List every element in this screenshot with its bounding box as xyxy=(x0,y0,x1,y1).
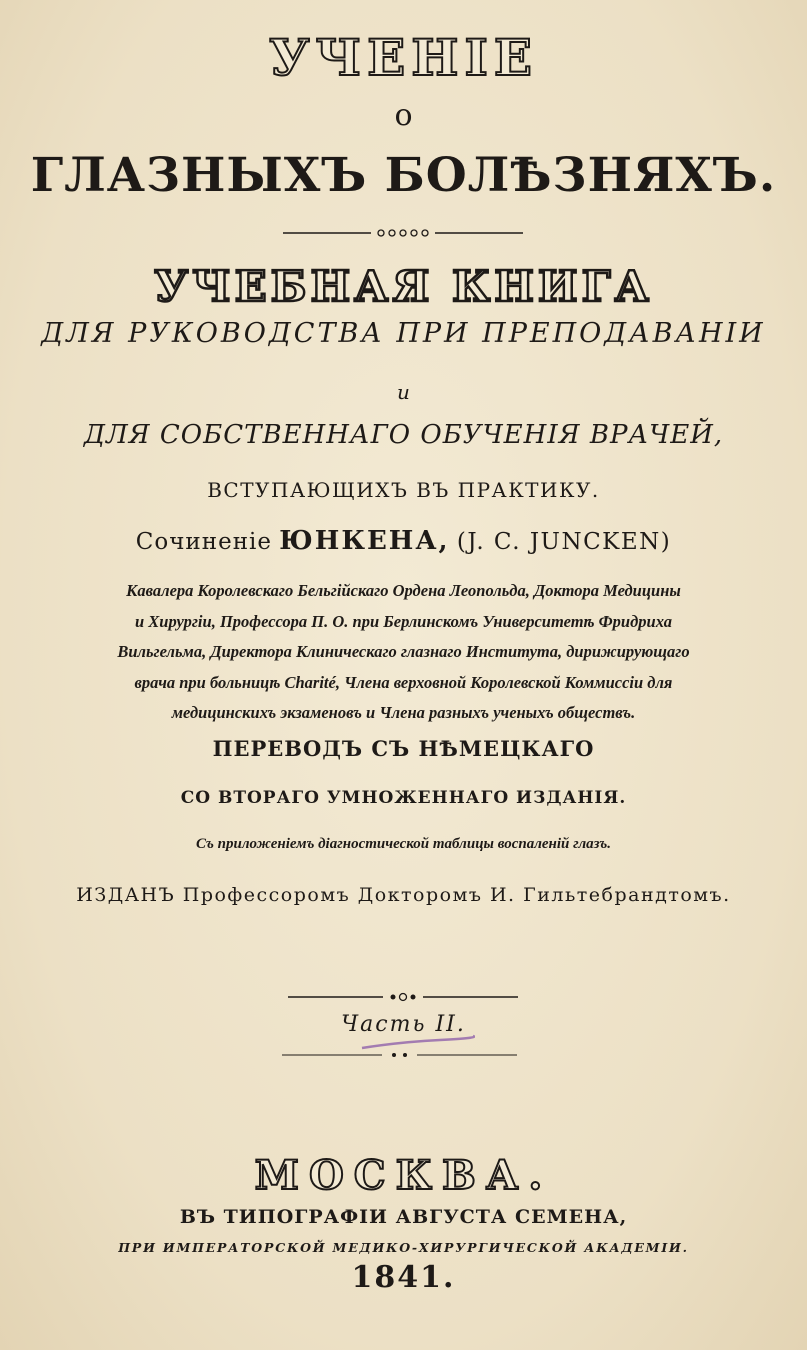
translation-line-1: ПЕРЕВОДЪ СЪ НѢМЕЦКАГО xyxy=(212,736,595,761)
subtitle-line-2: ДЛЯ СОБСТВЕННАГО ОБУЧЕНІЯ ВРАЧЕЙ, xyxy=(83,420,724,450)
subtitle-line-1: ДЛЯ РУКОВОДСТВА ПРИ ПРЕПОДАВАНІИ xyxy=(41,318,766,349)
editor-line: ИЗДАНЪ Профессоромъ Докторомъ И. Гильтебрандтомъ. xyxy=(76,884,731,906)
credentials-line: Кавалера Королевскаго Бельгійскаго Ордена Леопольда, Доктора Медицины xyxy=(126,581,681,600)
author-prefix: Сочиненіе xyxy=(135,529,272,555)
imprint-year: 1841. xyxy=(351,1260,456,1295)
subtitle-heading: УЧЕБНАЯ КНИГА xyxy=(154,262,653,311)
author-credentials xyxy=(40,576,767,729)
translation-line-2: СО ВТОРАГО УМНОЖЕННАГО ИЗДАНІЯ. xyxy=(180,788,627,808)
title-line-3: ГЛАЗНЫХЪ БОЛѢЗНЯХЪ. xyxy=(30,148,777,203)
author-name: ЮНКЕНА, xyxy=(279,526,450,556)
title-preposition: о xyxy=(394,98,413,133)
imprint-academy: ПРИ ИМПЕРАТОРСКОЙ МЕДИКО-ХИРУРГИЧЕСКОЙ АКАДЕМІИ. xyxy=(118,1240,689,1255)
ornamental-rule-top xyxy=(283,226,523,240)
part-number: Часть II. xyxy=(341,1012,466,1037)
credentials-line: медицинскихъ экзаменовъ и Члена разныхъ ученыхъ обществъ. xyxy=(171,703,636,722)
imprint-city: МОСКВА. xyxy=(254,1152,553,1199)
credentials-line: врача при больницѣ Charité, Члена верховной Королевской Коммиссіи для xyxy=(134,672,673,692)
credentials-line: и Хирургіи, Профессора П. О. при Берлинскомъ Университетѣ Фридриха xyxy=(134,611,673,631)
ornamental-rule-part-top xyxy=(288,990,518,1004)
author-latin: (J. C. JUNCKEN) xyxy=(456,529,672,555)
ornamental-rule-part-bottom xyxy=(282,1048,517,1062)
imprint-press: ВЪ ТИПОГРАФІИ АВГУСТА СЕМЕНА, xyxy=(179,1206,628,1228)
subtitle-line-3: ВСТУПАЮЩИХЪ ВЪ ПРАКТИКУ. xyxy=(207,478,600,502)
title-line-1: УЧЕНІЕ xyxy=(268,28,539,87)
author-line xyxy=(0,526,807,556)
credentials-line: Вильгельма, Директора Клиническаго глазнаго Института, дирижирующаго xyxy=(117,642,690,661)
translation-line-3: Съ приложеніемъ діагностической таблицы воспаленій глазъ. xyxy=(196,836,611,852)
subtitle-conjunction: и xyxy=(397,380,410,404)
